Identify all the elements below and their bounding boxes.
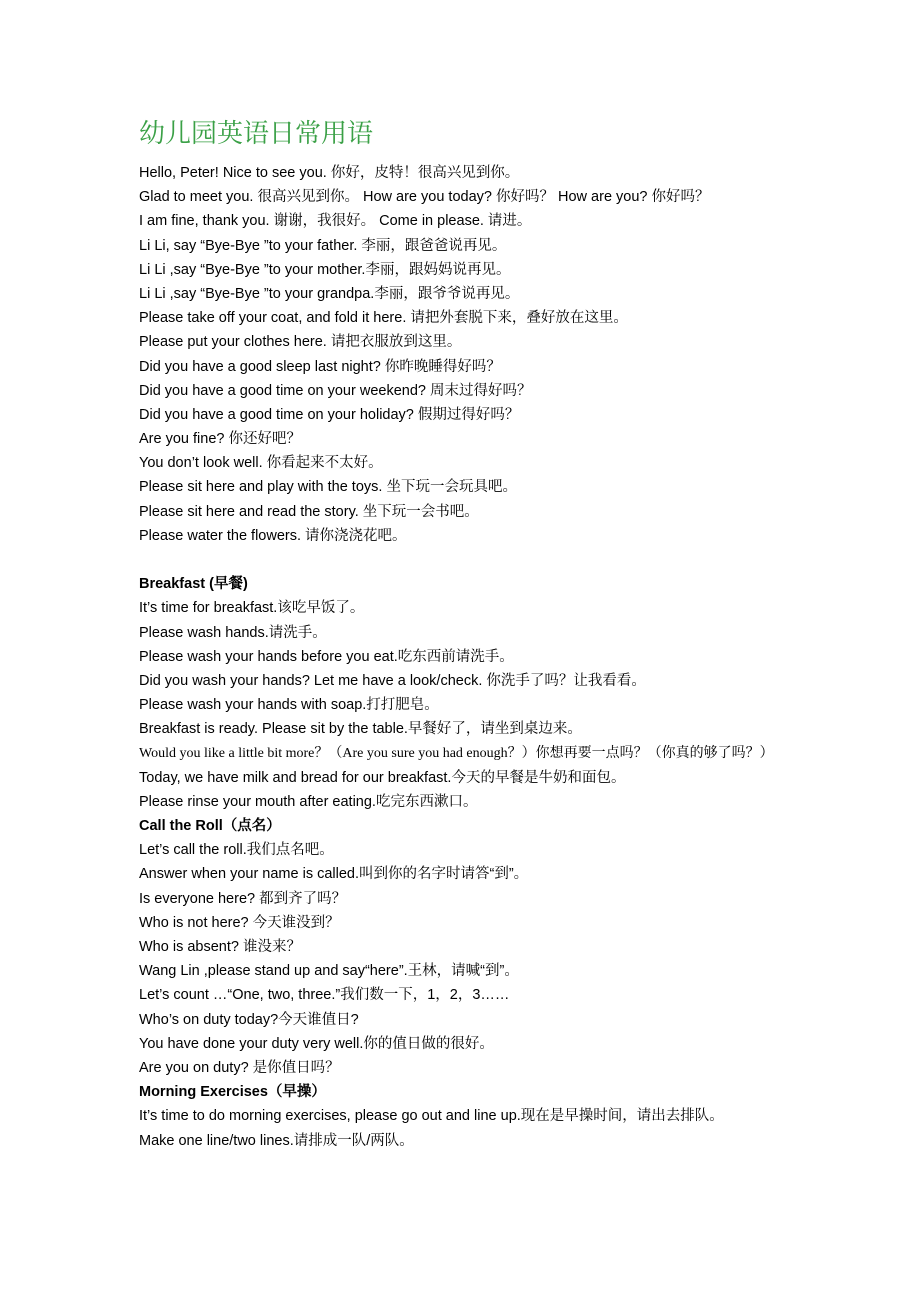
text-line: Please water the flowers. 请你浇浇花吧。	[139, 527, 407, 544]
blank-line	[139, 548, 859, 572]
text-line: Breakfast is ready. Please sit by the table.早餐好了，请坐到桌边来。	[139, 721, 582, 738]
text-line: You don’t look well. 你看起来不太好。	[139, 455, 383, 472]
text-line: Please wash hands.请洗手。	[139, 624, 327, 641]
text-line: Wang Lin ,please stand up and say“here”.王林，请喊“到”。	[139, 963, 519, 980]
text-line: Please wash your hands before you eat.吃东西前请洗手。	[139, 648, 514, 665]
text-line: Li Li ,say “Bye-Bye ”to your grandpa.李丽，跟爷爷说再见。	[139, 285, 520, 302]
text-line: Did you wash your hands? Let me have a look/check. 你洗手了吗？让我看看。	[139, 672, 646, 689]
text-line: Who is not here? 今天谁没到？	[139, 914, 340, 931]
text-line: Please wash your hands with soap.打打肥皂。	[139, 697, 439, 714]
text-line: Please take off your coat, and fold it here. 请把外套脱下来，叠好放在这里。	[139, 310, 628, 327]
section-heading-roll-call: Call the Roll（点名）	[139, 818, 281, 835]
section-heading-breakfast: Breakfast (早餐)	[139, 576, 248, 593]
text-line: Li Li ,say “Bye-Bye ”to your mother.李丽，跟妈妈说再见。	[139, 261, 511, 278]
text-line: Answer when your name is called.叫到你的名字时请答“到”。	[139, 866, 529, 883]
text-line: Please put your clothes here. 请把衣服放到这里。	[139, 334, 462, 351]
greetings-section	[139, 161, 859, 548]
text-line: It’s time for breakfast.该吃早饭了。	[139, 600, 365, 617]
text-line: Who is absent? 谁没来？	[139, 939, 301, 956]
document-page	[139, 112, 859, 1153]
text-line: Is everyone here? 都到齐了吗？	[139, 890, 347, 907]
text-line: Today, we have milk and bread for our breakfast.今天的早餐是牛奶和面包。	[139, 769, 626, 786]
text-line: Please rinse your mouth after eating.吃完东西漱口。	[139, 793, 478, 810]
text-line: Who’s on duty today?今天谁值日?	[139, 1011, 359, 1028]
text-line: Are you on duty? 是你值日吗？	[139, 1059, 340, 1076]
text-line: Glad to meet you. 很高兴见到你。 How are you today? 你好吗？ How are you? 你好吗？	[139, 189, 710, 206]
text-line: Let’s call the roll.我们点名吧。	[139, 842, 334, 859]
text-line: Please sit here and read the story. 坐下玩一会书吧。	[139, 503, 479, 520]
text-line: I am fine, thank you. 谢谢，我很好。 Come in please. 请进。	[139, 213, 532, 230]
text-line: Make one line/two lines.请排成一队/两队。	[139, 1132, 414, 1149]
page-title: 幼儿园英语日常用语	[139, 119, 374, 149]
text-line: Hello, Peter! Nice to see you. 你好，皮特！很高兴见到你。	[139, 165, 520, 181]
text-line: Let’s count …“One, two, three.”我们数一下，1，2，3……	[139, 987, 510, 1004]
text-line: Did you have a good sleep last night? 你昨晚睡得好吗？	[139, 358, 501, 375]
text-line-wrapped: Would you like a little bit more？（Are you sure you had enough？）你想再要一点吗？（你真的够了吗？）	[139, 745, 774, 761]
morning-exercises-section	[139, 1080, 859, 1153]
text-line: Did you have a good time on your weekend? 周末过得好吗？	[139, 382, 532, 399]
text-line: Li Li, say “Bye-Bye ”to your father. 李丽，跟爸爸说再见。	[139, 237, 507, 254]
text-line: It’s time to do morning exercises, please go out and line up.现在是早操时间，请出去排队。	[139, 1108, 724, 1125]
text-line: Are you fine? 你还好吧？	[139, 431, 301, 448]
section-heading-morning-exercises: Morning Exercises（早操）	[139, 1084, 326, 1101]
breakfast-section	[139, 572, 859, 814]
roll-call-section	[139, 814, 859, 1080]
text-line: You have done your duty very well.你的值日做的很好。	[139, 1035, 494, 1052]
text-line: Please sit here and play with the toys. 坐下玩一会玩具吧。	[139, 479, 517, 496]
text-line: Did you have a good time on your holiday? 假期过得好吗？	[139, 406, 520, 423]
